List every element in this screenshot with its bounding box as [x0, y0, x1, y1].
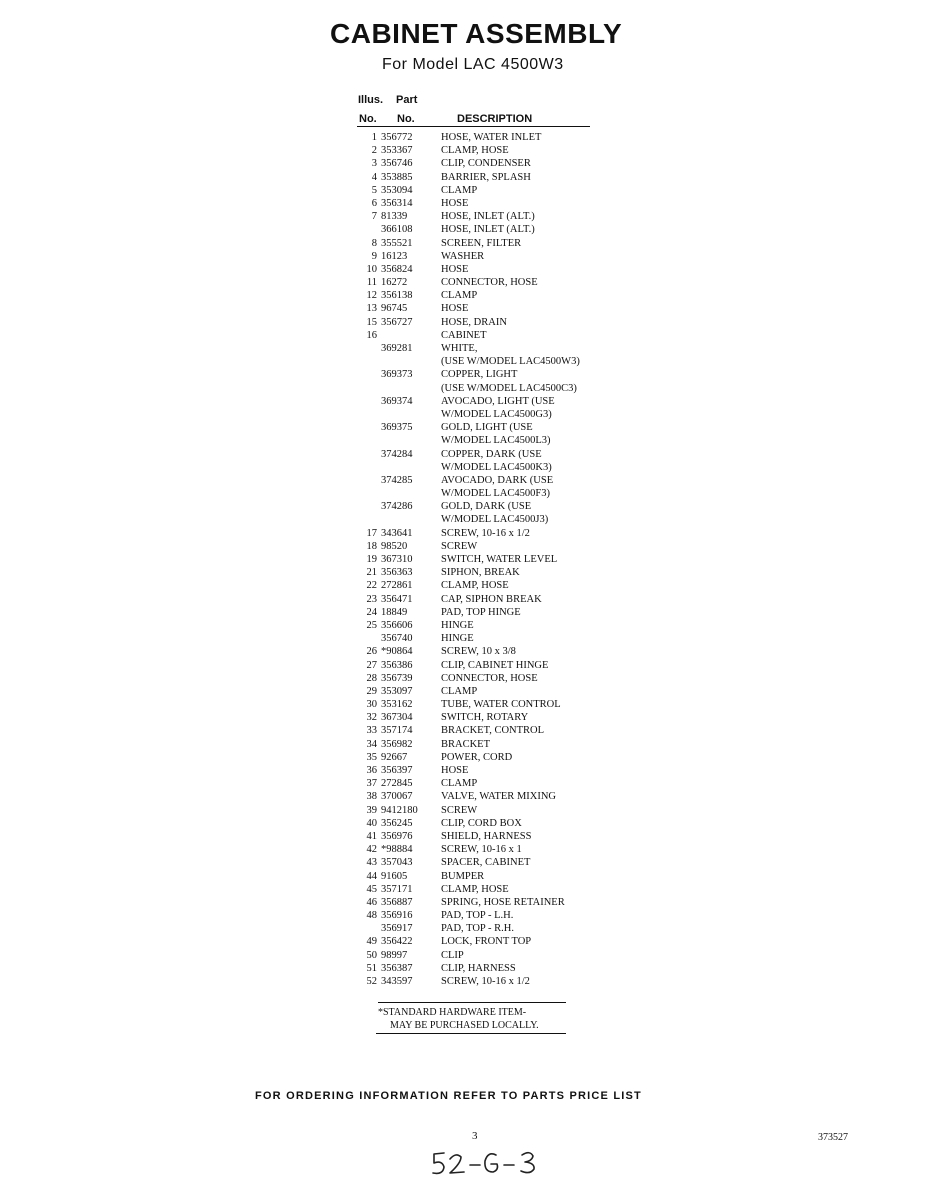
parts-row: [357, 764, 597, 777]
illus-no: 28: [366, 672, 377, 684]
page-number: 3: [472, 1130, 478, 1142]
illus-no: 27: [366, 659, 377, 671]
parts-row: [357, 395, 597, 408]
part-no: 16272: [381, 277, 408, 289]
illus-no: 26: [366, 646, 377, 658]
parts-row: [357, 448, 597, 461]
footnote-line-2: MAY BE PURCHASED LOCALLY.: [390, 1020, 539, 1031]
description: CONNECTOR, HOSE: [441, 672, 538, 684]
description: SPACER, CABINET: [441, 857, 531, 869]
description: CLIP, HARNESS: [441, 962, 516, 974]
part-no: 356314: [381, 197, 413, 209]
column-header-part-no: No.: [397, 113, 415, 125]
illus-no: 7: [371, 211, 377, 223]
parts-row: [357, 368, 597, 381]
part-no: 374286: [381, 501, 413, 513]
illus-no: 16: [366, 329, 377, 341]
parts-row: [357, 157, 597, 170]
parts-row: [357, 751, 597, 764]
parts-row: [357, 184, 597, 197]
illus-no: 9: [371, 250, 377, 262]
part-no: 356245: [381, 817, 413, 829]
parts-row: [357, 540, 597, 553]
description: SWITCH, ROTARY: [441, 712, 529, 724]
parts-row: [357, 645, 597, 658]
document-number: 373527: [818, 1132, 848, 1143]
part-no: 356740: [381, 633, 413, 645]
parts-row: [357, 474, 597, 487]
description: SCREW: [441, 804, 478, 816]
description: POWER, CORD: [441, 751, 513, 763]
parts-row: [357, 250, 597, 263]
description: AVOCADO, LIGHT (USE: [441, 395, 555, 407]
description: W/MODEL LAC4500G3): [441, 408, 552, 420]
parts-row: [357, 777, 597, 790]
part-no: 96745: [381, 303, 408, 315]
description: HOSE, WATER INLET: [441, 132, 542, 143]
part-no: 353162: [381, 699, 413, 711]
part-no: 353367: [381, 145, 413, 157]
illus-no: 42: [366, 844, 377, 856]
model-subtitle: For Model LAC 4500W3: [382, 56, 564, 73]
part-no: 370067: [381, 791, 413, 803]
description: PAD, TOP - R.H.: [441, 923, 514, 935]
column-header-illus: Illus.: [358, 94, 384, 106]
illus-no: 19: [366, 554, 377, 565]
parts-row: [357, 276, 597, 289]
part-no: 356363: [381, 567, 413, 579]
part-no: 16123: [381, 250, 408, 262]
page-title: CABINET ASSEMBLY: [330, 18, 623, 49]
part-no: *90864: [381, 646, 413, 658]
illus-no: 1: [371, 132, 377, 143]
illus-no: 41: [366, 830, 377, 842]
parts-row: [357, 804, 597, 817]
illus-no: 6: [371, 197, 377, 209]
parts-row: [357, 566, 597, 579]
parts-row: [357, 843, 597, 856]
part-no: 356138: [381, 290, 413, 302]
part-no: 18849: [381, 606, 408, 618]
illus-no: 35: [366, 751, 377, 763]
parts-row: [357, 962, 597, 975]
part-no: 343641: [381, 527, 413, 539]
parts-row: [357, 329, 597, 342]
part-no: 374284: [381, 448, 413, 460]
parts-row: [357, 316, 597, 329]
parts-row: [357, 817, 597, 830]
column-header-part: Part: [396, 94, 418, 106]
description: BRACKET, CONTROL: [441, 725, 545, 737]
description: LOCK, FRONT TOP: [441, 936, 532, 948]
parts-row: [357, 434, 597, 447]
description: SCREW, 10-16 x 1/2: [441, 527, 530, 539]
parts-row: [357, 632, 597, 645]
description: W/MODEL LAC4500L3): [441, 435, 551, 447]
ordering-info: FOR ORDERING INFORMATION REFER TO PARTS PRICE LIST: [255, 1090, 642, 1102]
description: CLAMP, HOSE: [441, 145, 509, 157]
illus-no: 33: [366, 725, 377, 737]
description: HOSE, INLET (ALT.): [441, 224, 535, 236]
part-no: 355521: [381, 237, 413, 249]
description: CLAMP: [441, 685, 478, 697]
parts-row: [357, 659, 597, 672]
illus-no: 43: [366, 857, 377, 869]
parts-row: [357, 171, 597, 184]
parts-row: [357, 870, 597, 883]
part-no: 369281: [381, 343, 413, 354]
parts-row: [357, 513, 597, 526]
handwritten-note: [430, 1145, 550, 1190]
illus-no: 50: [366, 949, 377, 961]
description: (USE W/MODEL LAC4500W3): [441, 356, 580, 368]
illus-no: 38: [366, 791, 377, 803]
part-no: 366108: [381, 224, 413, 236]
part-no: 357043: [381, 857, 413, 869]
parts-row: [357, 302, 597, 315]
parts-row: [357, 685, 597, 698]
illus-no: 40: [366, 817, 377, 829]
parts-row: [357, 553, 597, 566]
part-no: 356471: [381, 593, 413, 605]
parts-row: [357, 922, 597, 935]
footnote: [378, 1006, 568, 1032]
parts-row: [357, 144, 597, 157]
illus-no: 12: [366, 290, 377, 302]
illus-no: 34: [366, 738, 377, 750]
description: W/MODEL LAC4500F3): [441, 488, 550, 500]
part-no: 369373: [381, 369, 413, 381]
parts-row: [357, 619, 597, 632]
description: VALVE, WATER MIXING: [441, 791, 557, 803]
illus-no: 52: [366, 976, 377, 987]
parts-row: [357, 593, 597, 606]
parts-row: [357, 909, 597, 922]
illus-no: 29: [366, 685, 377, 697]
part-no: 343597: [381, 976, 413, 987]
description: HOSE: [441, 197, 469, 209]
parts-row: [357, 527, 597, 540]
part-no: *98884: [381, 844, 413, 856]
part-no: 356422: [381, 936, 413, 948]
illus-no: 15: [366, 316, 377, 328]
parts-row: [357, 421, 597, 434]
parts-row: [357, 949, 597, 962]
illus-no: 2: [371, 145, 377, 157]
part-no: 9412180: [381, 804, 418, 816]
part-no: 356982: [381, 738, 413, 750]
description: BRACKET: [441, 738, 491, 750]
parts-row: [357, 408, 597, 421]
description: GOLD, DARK (USE: [441, 501, 532, 513]
footnote-line-1: *STANDARD HARDWARE ITEM-: [378, 1007, 527, 1018]
parts-row: [357, 197, 597, 210]
illus-no: 13: [366, 303, 377, 315]
illus-no: 11: [366, 277, 377, 289]
description: SPRING, HOSE RETAINER: [441, 896, 565, 908]
illus-no: 5: [371, 184, 377, 196]
illus-no: 32: [366, 712, 377, 724]
parts-row: [357, 896, 597, 909]
illus-no: 48: [366, 910, 377, 922]
illus-no: 3: [371, 158, 377, 170]
header-rule: [357, 126, 590, 127]
part-no: 98520: [381, 540, 408, 552]
description: CLAMP: [441, 290, 478, 302]
description: HOSE, INLET (ALT.): [441, 211, 535, 223]
description: CLIP: [441, 949, 464, 961]
footnote-rule-bottom: [376, 1033, 566, 1034]
description: CAP, SIPHON BREAK: [441, 593, 542, 605]
parts-row: [357, 579, 597, 592]
part-no: 81339: [381, 211, 408, 223]
part-no: 356727: [381, 316, 413, 328]
description: CONNECTOR, HOSE: [441, 277, 538, 289]
parts-row: [357, 724, 597, 737]
parts-row: [357, 210, 597, 223]
parts-row: [357, 223, 597, 236]
part-no: 92667: [381, 751, 408, 763]
description: SCREW, 10 x 3/8: [441, 646, 516, 658]
illus-no: 22: [366, 580, 377, 592]
part-no: 91605: [381, 870, 408, 882]
description: COPPER, LIGHT: [441, 369, 518, 381]
description: HINGE: [441, 619, 474, 631]
part-no: 356916: [381, 910, 413, 922]
part-no: 356976: [381, 830, 413, 842]
description: BUMPER: [441, 870, 485, 882]
description: HINGE: [441, 633, 474, 645]
description: CABINET: [441, 329, 487, 341]
parts-row: [357, 500, 597, 513]
description: HOSE: [441, 765, 469, 776]
description: TUBE, WATER CONTROL: [441, 699, 561, 711]
illus-no: 46: [366, 896, 377, 908]
part-no: 356772: [381, 132, 413, 143]
illus-no: 18: [366, 540, 377, 552]
description: HOSE: [441, 303, 469, 315]
illus-no: 39: [366, 804, 377, 816]
parts-row: [357, 237, 597, 250]
part-no: 353885: [381, 171, 413, 183]
part-no: 356917: [381, 923, 413, 935]
description: SHIELD, HARNESS: [441, 830, 532, 842]
part-no: 356397: [381, 765, 413, 776]
illus-no: 44: [366, 870, 377, 882]
parts-row: [357, 487, 597, 500]
parts-row: [357, 342, 597, 355]
parts-row: [357, 883, 597, 896]
part-no: 356606: [381, 619, 413, 631]
part-no: 356746: [381, 158, 413, 170]
parts-row: [357, 738, 597, 751]
description: SCREW, 10-16 x 1: [441, 844, 522, 856]
illus-no: 37: [366, 778, 377, 790]
illus-no: 10: [366, 263, 377, 275]
illus-no: 45: [366, 883, 377, 895]
description: SCREW, 10-16 x 1/2: [441, 976, 530, 987]
part-no: 369375: [381, 422, 413, 434]
parts-row: [357, 711, 597, 724]
parts-row: [357, 131, 597, 144]
description: SIPHON, BREAK: [441, 567, 520, 579]
parts-row: [357, 289, 597, 302]
part-no: 272861: [381, 580, 413, 592]
part-no: 367304: [381, 712, 413, 724]
illus-no: 24: [366, 606, 377, 618]
part-no: 374285: [381, 474, 413, 486]
illus-no: 30: [366, 699, 377, 711]
column-header-description: DESCRIPTION: [457, 113, 533, 125]
description: CLAMP, HOSE: [441, 883, 509, 895]
illus-no: 25: [366, 619, 377, 631]
parts-row: [357, 935, 597, 948]
description: CLIP, CORD BOX: [441, 817, 522, 829]
part-no: 369374: [381, 395, 413, 407]
part-no: 356887: [381, 896, 413, 908]
description: GOLD, LIGHT (USE: [441, 422, 533, 434]
illus-no: 36: [366, 765, 377, 776]
parts-row: [357, 698, 597, 711]
description: CLAMP: [441, 778, 478, 790]
illus-no: 51: [366, 962, 377, 974]
description: PAD, TOP - L.H.: [441, 910, 514, 922]
parts-row: [357, 606, 597, 619]
illus-no: 49: [366, 936, 377, 948]
description: PAD, TOP HINGE: [441, 606, 521, 618]
parts-list: [357, 131, 597, 988]
part-no: 353094: [381, 184, 413, 196]
illus-no: 17: [366, 527, 377, 539]
footnote-rule-top: [378, 1002, 566, 1003]
part-no: 357174: [381, 725, 413, 737]
description: SWITCH, WATER LEVEL: [441, 554, 558, 565]
parts-row: [357, 856, 597, 869]
description: (USE W/MODEL LAC4500C3): [441, 382, 577, 394]
part-no: 272845: [381, 778, 413, 790]
description: HOSE: [441, 263, 469, 275]
illus-no: 8: [371, 237, 377, 249]
description: CLIP, CABINET HINGE: [441, 659, 549, 671]
description: WASHER: [441, 250, 485, 262]
parts-row: [357, 382, 597, 395]
part-no: 356739: [381, 672, 413, 684]
illus-no: 23: [366, 593, 377, 605]
description: CLAMP: [441, 184, 478, 196]
description: SCREEN, FILTER: [441, 237, 522, 249]
description: COPPER, DARK (USE: [441, 448, 542, 460]
parts-row: [357, 263, 597, 276]
description: AVOCADO, DARK (USE: [441, 474, 554, 486]
part-no: 356387: [381, 962, 413, 974]
part-no: 353097: [381, 685, 413, 697]
description: CLAMP, HOSE: [441, 580, 509, 592]
part-no: 98997: [381, 949, 408, 961]
description: CLIP, CONDENSER: [441, 158, 531, 170]
parts-row: [357, 830, 597, 843]
description: W/MODEL LAC4500K3): [441, 461, 552, 473]
handwritten-note-drawing: [430, 1145, 550, 1185]
description: BARRIER, SPLASH: [441, 171, 531, 183]
description: WHITE,: [441, 343, 478, 354]
parts-row: [357, 461, 597, 474]
column-header-illus-no: No.: [359, 113, 377, 125]
parts-row: [357, 975, 597, 988]
illus-no: 4: [371, 171, 377, 183]
parts-row: [357, 672, 597, 685]
illus-no: 21: [366, 567, 377, 579]
parts-row: [357, 790, 597, 803]
part-no: 367310: [381, 554, 413, 565]
part-no: 356386: [381, 659, 413, 671]
description: HOSE, DRAIN: [441, 316, 507, 328]
part-no: 356824: [381, 263, 413, 275]
parts-row: [357, 355, 597, 368]
description: SCREW: [441, 540, 478, 552]
part-no: 357171: [381, 883, 413, 895]
description: W/MODEL LAC4500J3): [441, 514, 549, 526]
